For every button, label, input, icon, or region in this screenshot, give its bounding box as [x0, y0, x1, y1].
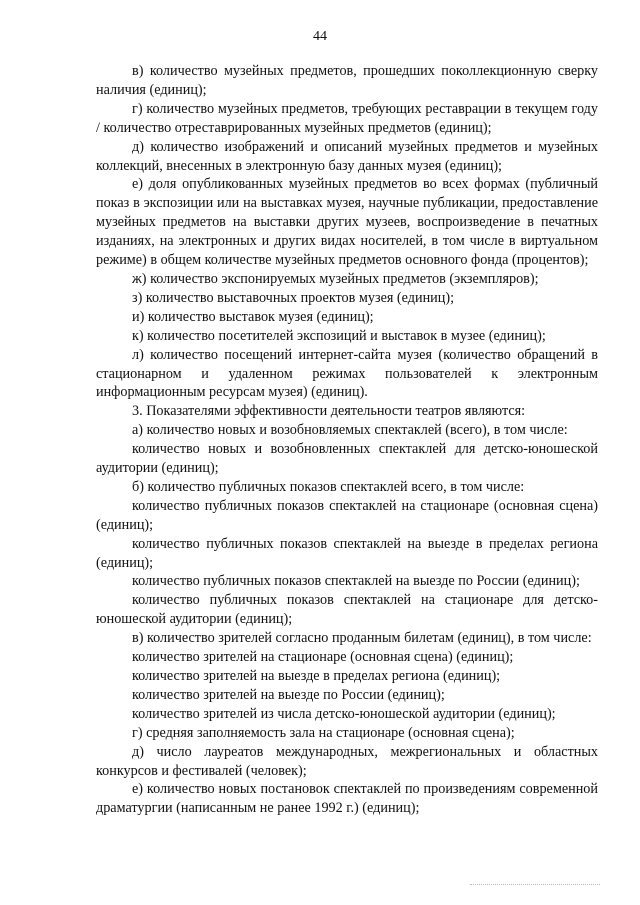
paragraph: в) количество музейных предметов, прошедших поколлекционную сверку наличия (единиц);: [96, 63, 598, 98]
document-body: [96, 62, 598, 818]
paragraph: д) количество изображений и описаний музейных предметов и музейных коллекций, внесенных в электронную базу данных музея (единиц);: [96, 138, 598, 174]
paragraph: д) число лауреатов международных, межрегиональных и областных конкурсов и фестивалей (человек);: [96, 743, 598, 779]
paragraph: а) количество новых и возобновляемых спектаклей (всего), в том числе:: [132, 422, 568, 439]
paragraph: количество зрителей на выезде по России (единиц);: [132, 686, 445, 703]
section-heading: 3. Показателями эффективности деятельности театров являются:: [132, 403, 526, 420]
paragraph: количество зрителей из числа детско-юношеской аудитории (единиц);: [132, 705, 556, 722]
paragraph: количество публичных показов спектаклей на стационаре (основная сцена) (единиц);: [96, 497, 598, 533]
paragraph: б) количество публичных показов спектаклей всего, в том числе:: [132, 478, 525, 495]
paragraph: к) количество посетителей экспозиций и выставок в музее (единиц);: [132, 327, 546, 344]
paragraph: ж) количество экспонируемых музейных предметов (экземпляров);: [132, 270, 539, 287]
paragraph: количество зрителей на стационаре (основная сцена) (единиц);: [132, 649, 514, 666]
paragraph: количество публичных показов спектаклей на выезде по России (единиц);: [132, 573, 580, 590]
scan-artifact-line: [470, 884, 600, 886]
paragraph: е) количество новых постановок спектаклей по произведениям современной драматургии (написанным не ранее 1992 г.) (единиц);: [96, 781, 598, 817]
paragraph: и) количество выставок музея (единиц);: [132, 308, 374, 325]
paragraph: л) количество посещений интернет-сайта музея (количество обращений в стационарном и удаленном режимах пользователей к электронным информационным ресурсам музея) (единиц).: [96, 346, 598, 401]
paragraph: количество новых и возобновленных спектаклей для детско-юношеской аудитории (единиц);: [96, 441, 598, 477]
paragraph: количество публичных показов спектаклей на выезде в пределах региона (единиц);: [96, 535, 598, 571]
paragraph: количество зрителей на выезде в пределах региона (единиц);: [132, 668, 501, 684]
paragraph: е) доля опубликованных музейных предметов во всех формах (публичный показ в экспозиции или на выставках музея, научные публикации, предоставление музейных предметов на выставки других музеев, воспроизведение в печатных изданиях, на электронных и других видах носителей, в том числе в виртуальном режиме) в общем количестве музейных предметов основного фонда (процентов);: [96, 176, 598, 269]
paragraph: количество публичных показов спектаклей на стационаре для детско-юношеской аудитории (единиц);: [96, 592, 598, 628]
paragraph: г) средняя заполняемость зала на стационаре (основная сцена);: [132, 724, 515, 741]
paragraph: г) количество музейных предметов, требующих реставрации в текущем году / количество отреставрированных музейных предметов (единиц);: [96, 100, 598, 136]
paragraph: в) количество зрителей согласно проданным билетам (единиц), в том числе:: [132, 630, 592, 647]
page-number: 44: [313, 29, 327, 44]
paragraph: з) количество выставочных проектов музея (единиц);: [132, 289, 455, 306]
